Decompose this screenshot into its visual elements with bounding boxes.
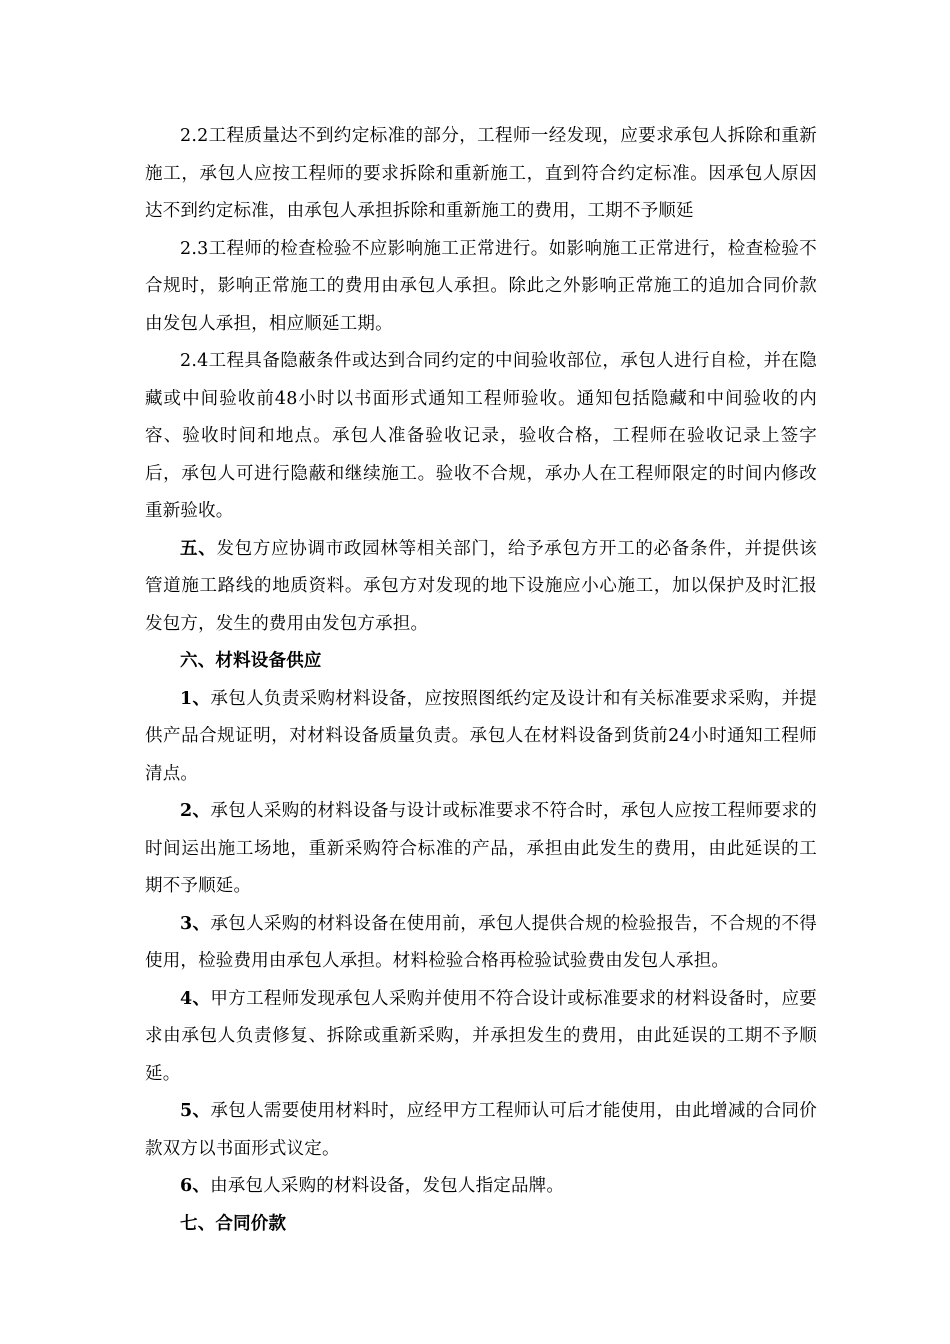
paragraph-2-2 [145,118,817,231]
paragraph-section-5 [145,531,817,644]
heading-text: 六、材料设备供应 [180,651,322,671]
document-page [145,118,817,1243]
paragraph-text: 2.2工程质量达不到约定标准的部分，工程师一经发现，应要求承包人拆除和重新施工，承包人应按工程师的要求拆除和重新施工，直到符合约定标准。因承包人原因达不到约定标准，由承包人承担拆除和重新施工的费用，工期不予顺延 [145,126,817,221]
item-number: 3、 [180,913,211,934]
paragraph-item-6 [145,1168,817,1206]
item-number: 2、 [180,801,211,821]
paragraph-text: 2.4工程具备隐蔽条件或达到合同约定的中间验收部位，承包人进行自检，并在隐藏或中间验收前48小时以书面形式通知工程师验收。通知包括隐藏和中间验收的内容、验收时间和地点。承包人准备验收记录，验收合格，工程师在验收记录上签字后，承包人可进行隐蔽和继续施工。验收不合规，承办人在工程师限定的时间内修改重新验收。 [145,351,817,521]
paragraph-text: 由承包人采购的材料设备，发包人指定品牌。 [210,1176,565,1196]
paragraph-text: 承包人采购的材料设备在使用前，承包人提供合规的检验报告，不合规的不得使用，检验费用由承包人承担。材料检验合格再检验试验费由发包人承担。 [145,913,817,971]
paragraph-item-4 [145,981,817,1094]
paragraph-item-1 [145,681,817,794]
paragraph-2-4 [145,343,817,531]
paragraph-item-3 [145,906,817,981]
paragraph-text: 2.3工程师的检查检验不应影响施工正常进行。如影响施工正常进行，检查检验不合规时，影响正常施工的费用由承包人承担。除此之外影响正常施工的追加合同价款由发包人承担，相应顺延工期。 [145,238,817,334]
paragraph-text: 承包人采购的材料设备与设计或标准要求不符合时，承包人应按工程师要求的时间运出施工场地，重新采购符合标准的产品，承担由此发生的费用，由此延误的工期不予顺延。 [145,801,817,896]
paragraph-item-5 [145,1093,817,1168]
paragraph-text: 甲方工程师发现承包人采购并使用不符合设计或标准要求的材料设备时，应要求由承包人负责修复、拆除或重新采购，并承担发生的费用，由此延误的工期不予顺延。 [145,988,817,1084]
section-heading-contract-price [145,1206,817,1244]
paragraph-item-2 [145,793,817,906]
paragraph-text: 承包人负责采购材料设备，应按照图纸约定及设计和有关标准要求采购，并提供产品合规证明，对材料设备质量负责。承包人在材料设备到货前24小时通知工程师清点。 [145,688,817,784]
item-number: 4、 [180,988,211,1009]
item-number: 6、 [180,1176,211,1196]
section-heading-materials [145,643,817,681]
item-number: 5、 [180,1101,211,1121]
item-number: 1、 [180,688,211,709]
heading-text: 七、合同价款 [180,1213,287,1234]
paragraph-text: 发包方应协调市政园林等相关部门，给予承包方开工的必备条件，并提供该管道施工路线的地质资料。承包方对发现的地下设施应小心施工，加以保护及时汇报发包方，发生的费用由发包方承担。 [145,538,817,634]
section-number: 五、 [180,538,217,559]
paragraph-text: 承包人需要使用材料时，应经甲方工程师认可后才能使用，由此增减的合同价款双方以书面形式议定。 [145,1101,817,1159]
paragraph-2-3 [145,231,817,344]
